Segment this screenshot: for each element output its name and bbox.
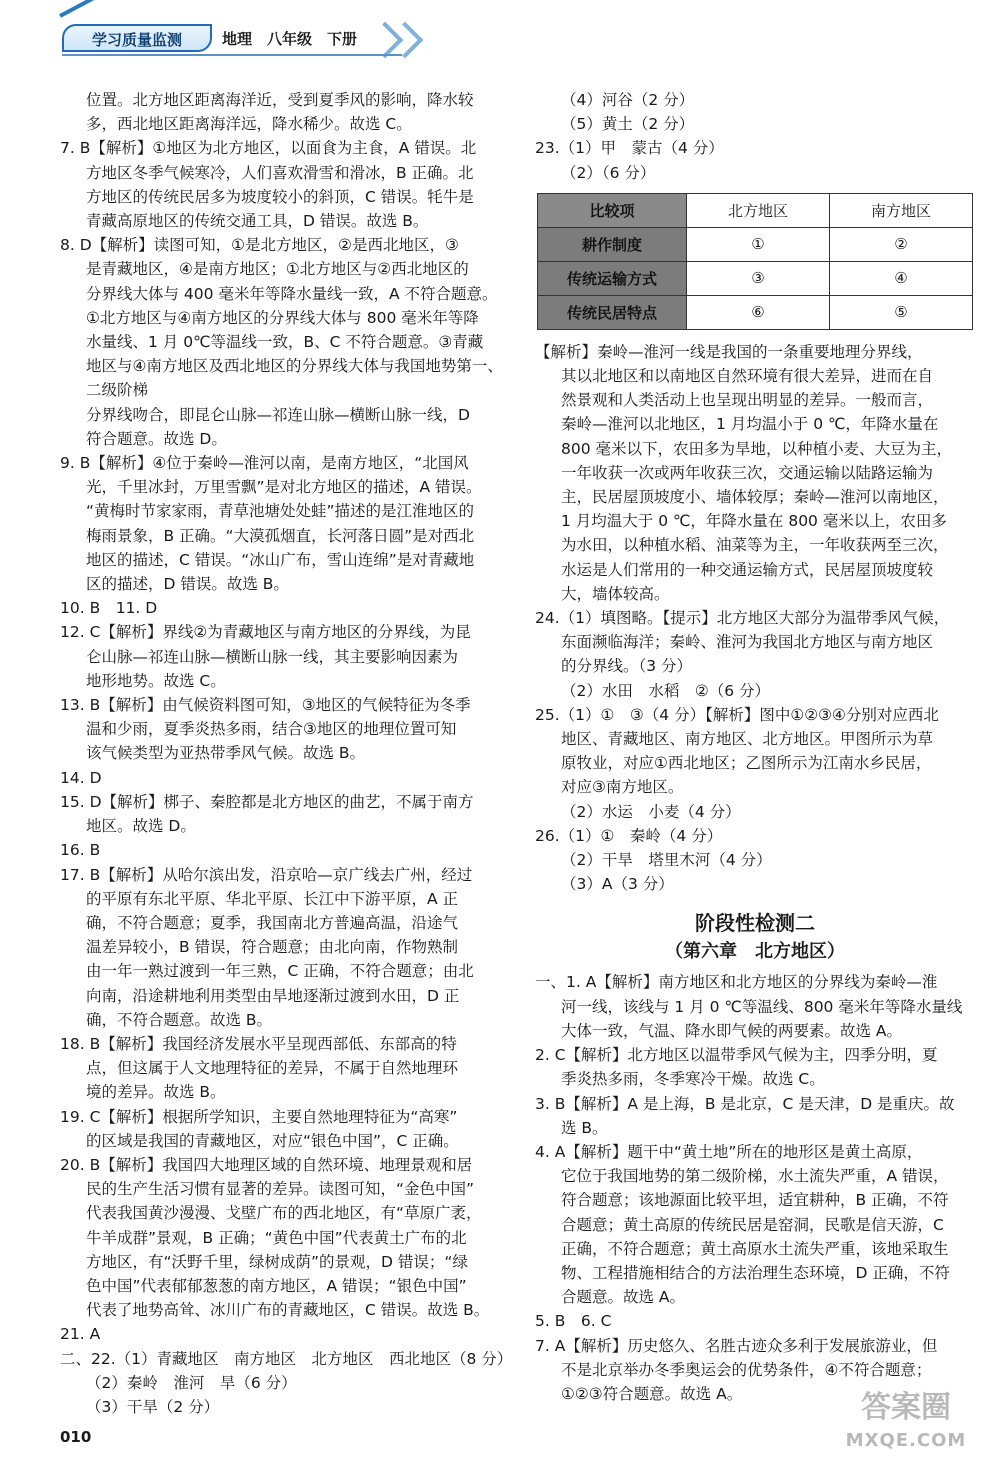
text-line: 梅雨景象，B 正确。“大漠孤烟直，长河落日圆”是对西北: [86, 526, 475, 545]
section-answers: [535, 970, 975, 1406]
text-line: 方地区冬季气候寒冷，人们喜欢滑雪和滑冰，B 正确。北: [86, 163, 474, 182]
text-line: 3. B【解析】A 是上海，B 是北京，C 是天津，D 是重庆。故: [535, 1094, 955, 1113]
table-row: [538, 261, 973, 295]
text-line: 确，不符合题意。故选 B。: [86, 1010, 273, 1029]
table-header-cell: 比较项: [538, 193, 687, 227]
table-cell: 传统民居特点: [538, 295, 687, 329]
text-line: 合题意。故选 A。: [561, 1288, 686, 1307]
watermark-logo: [826, 1388, 986, 1468]
text-line: 温和少雨，夏季炎热多雨，结合③地区的地理位置可知: [86, 720, 457, 739]
left-column: [60, 88, 513, 1419]
text-line: 不是北京举办冬季奥运会的优势条件，④不符合题意；: [561, 1360, 932, 1379]
text-line: 分界线大体与 400 毫米年等降水量线一致，A 不符合题意。: [86, 284, 498, 303]
table-row: [538, 227, 973, 261]
text-line: 8. D【解析】读图可知，①是北方地区，②是西北地区，③: [60, 236, 459, 255]
text-line: 民的生产生活习惯有显著的差异。读图可知，“金色中国”: [86, 1180, 475, 1199]
text-line: 该气候类型为亚热带季风气候。故选 B。: [86, 744, 366, 763]
text-line: （2）水运 小麦（4 分）: [561, 802, 741, 821]
text-line: 的平原有东北平原、华北平原、长江中下游平原，A 正: [86, 889, 459, 908]
text-line: （2）干旱 塔里木河（4 分）: [561, 851, 772, 870]
text-line: 21. A: [60, 1325, 101, 1344]
text-line: 是青藏地区，④是南方地区；①北方地区与②西北地区的: [86, 260, 469, 279]
text-line: 代表我国黄沙漫漫、戈壁广布的西北地区，有“草原广袤，: [86, 1204, 482, 1223]
text-line: 青藏高原地区的传统交通工具，D 错误。故选 B。: [86, 212, 429, 231]
text-line: 河一线，该线与 1 月 0 ℃等温线、800 毫米年等降水量线: [561, 997, 963, 1016]
table-header-cell: 南方地区: [830, 193, 973, 227]
text-line: 5. B 6. C: [535, 1312, 612, 1331]
text-line: 9. B【解析】④位于秦岭—淮河以南，是南方地区，“北国风: [60, 454, 469, 473]
table-cell: ④: [830, 261, 973, 295]
table-cell: ②: [830, 227, 973, 261]
text-line: 14. D: [60, 768, 102, 787]
text-line: 12. C【解析】界线②为青藏地区与南方地区的分界线，为昆: [60, 623, 471, 642]
text-line: 确，不符合题意；夏季，我国南北方普遍高温，沿途气: [86, 913, 459, 932]
text-line: 1 月均温大于 0 ℃，年降水量在 800 毫米以上，农田多: [561, 512, 947, 531]
text-line: 【解析】秦岭—淮河一线是我国的一条重要地理分界线，: [535, 342, 923, 361]
text-line: 13. B【解析】由气候资料图可知，③地区的气候特征为冬季: [60, 696, 471, 715]
text-line: 23.（1）甲 蒙古（4 分）: [535, 139, 724, 158]
watermark-url: MXQE.COM: [845, 1430, 967, 1451]
text-line: 由一年一熟过渡到一年三熟，C 正确，不符合题意；由北: [86, 962, 474, 981]
text-line: 区的描述，D 错误。故选 B。: [86, 575, 289, 594]
pen-icon: [59, 0, 132, 18]
text-line: （2）水田 水稻 ②（6 分）: [561, 681, 771, 700]
text-line: （2）（6 分）: [561, 163, 656, 182]
text-line: 合题意；黄土高原的传统民居是窑洞，民歌是信天游，C: [561, 1215, 944, 1234]
answers-23-26: [535, 340, 975, 897]
text-line: 26.（1）① 秦岭（4 分）: [535, 826, 723, 845]
text-line: 物、工程措施相结合的方法治理生态环境，D 正确，不符: [561, 1263, 950, 1282]
text-line: 对应③南方地区。: [561, 778, 684, 797]
text-line: 4. A【解析】题干中“黄土地”所在的地形区是黄土高原，: [535, 1142, 923, 1161]
text-line: 东面濒临海洋；秦岭、淮河为我国北方地区与南方地区: [561, 633, 934, 652]
text-line: 地区的描述，C 错误。“冰山广布，雪山连绵”是对青藏地: [86, 550, 475, 569]
text-line: 20. B【解析】我国四大地理区域的自然环境、地理景观和居: [60, 1155, 473, 1174]
text-line: 正确，不符合题意；黄土高原水土流失严重，该地采取生: [561, 1239, 949, 1258]
text-line: 原牧业，对应①西北地区；乙图所示为江南水乡民居，: [561, 754, 932, 773]
text-line: 2. C【解析】北方地区以温带季风气候为主，四季分明，夏: [535, 1046, 938, 1065]
text-line: 17. B【解析】从哈尔滨出发，沿京哈—京广线去广州，经过: [60, 865, 473, 884]
text-line: 牛羊成群”景观，B 正确；“黄色中国”代表黄土广布的北: [86, 1228, 467, 1247]
table-cell: 传统运输方式: [538, 261, 687, 295]
text-line: 点，但这属于人文地理特征的差异，不属于自然地理环: [86, 1059, 459, 1078]
text-line: 它位于我国地势的第二级阶梯，水土流失严重，A 错误，: [561, 1167, 949, 1186]
comparison-table: [537, 193, 973, 330]
text-line: 选 B。: [561, 1118, 608, 1137]
text-line: 水运是人们常用的一种交通运输方式，民居屋顶坡度较: [561, 560, 934, 579]
text-line: 多，西北地区距离海洋远，降水稀少。故选 C。: [86, 115, 412, 134]
text-line: 位置。北方地区距离海洋近，受到夏季风的影响，降水较: [86, 91, 474, 109]
right-column: [535, 88, 975, 1406]
text-line: 一、1. A【解析】南方地区和北方地区的分界线为秦岭—淮: [535, 973, 938, 992]
text-line: 温差异较小，B 错误，符合题意；由北向南，作物熟制: [86, 938, 459, 957]
text-line: 光，千里冰封，万里雪飘”是对北方地区的描述，A 错误。: [86, 478, 482, 497]
text-line: （2）秦岭 淮河 旱（6 分）: [86, 1373, 297, 1392]
text-line: 分界线吻合，即昆仑山脉—祁连山脉—横断山脉一线，D: [86, 405, 470, 424]
text-line: 方地区，有“沃野千里，绿树成荫”的景观，D 错误；“绿: [86, 1252, 468, 1271]
text-line: 季炎热多雨，冬季寒冷干燥。故选 C。: [561, 1070, 825, 1089]
section-subtitle: （第六章 北方地区）: [665, 941, 845, 963]
table-cell: ①: [687, 227, 830, 261]
watermark-text: 答案圈: [861, 1390, 951, 1425]
text-line: 地区、青藏地区、南方地区、北方地区。甲图所示为草: [561, 730, 934, 749]
text-line: 19. C【解析】根据所学知识，主要自然地理特征为“高寒”: [60, 1107, 458, 1126]
header-rule: [62, 54, 402, 56]
text-line: 7. A【解析】历史悠久、名胜古迹众多利于发展旅游业，但: [535, 1336, 938, 1355]
page-number: 010: [60, 1428, 92, 1446]
text-line: ①北方地区与④南方地区的分界线大体与 800 毫米年等降: [86, 308, 479, 327]
series-brand: 学习质量监测: [62, 24, 212, 52]
text-line: 7. B【解析】①地区为北方地区，以面食为主食，A 错误。北: [60, 139, 477, 158]
text-line: 秦岭—淮河以北地区，1 月均温小于 0 ℃，年降水量在: [561, 415, 939, 434]
text-line: 其以北地区和以南地区自然环境有很大差异，进而在自: [561, 367, 934, 386]
text-line: 大体一致，气温、降水即气候的两要素。故选 A。: [561, 1021, 903, 1040]
text-line: 一年收获一次或两年收获三次，交通运输以陆路运输为: [561, 463, 934, 482]
text-line: （5）黄土（2 分）: [561, 115, 695, 134]
subject-title: 地理 八年级 下册: [222, 30, 358, 48]
text-line: 方地区的传统民居多为坡度较小的斜顶，C 错误。牦牛是: [86, 187, 474, 206]
page-header: [0, 0, 1000, 62]
text-line: 地区。故选 D。: [86, 817, 196, 836]
text-line: 25.（1）① ③（4 分）【解析】图中①②③④分别对应西北: [535, 705, 939, 724]
text-line: 然景观和人类活动上也呈现出明显的差异。一般而言，: [561, 391, 934, 410]
answers-continued: [535, 88, 975, 185]
text-line: 水量线、1 月 0℃等温线一致，B、C 不符合题意。③青藏: [86, 333, 484, 352]
text-line: 二、22.（1）青藏地区 南方地区 北方地区 西北地区（8 分）: [60, 1349, 513, 1368]
text-line: 15. D【解析】梆子、秦腔都是北方地区的曲艺，不属于南方: [60, 792, 474, 811]
text-line: 代表了地势高耸、冰川广布的青藏地区，C 错误。故选 B。: [86, 1301, 490, 1320]
text-line: 地形地势。故选 C。: [86, 671, 226, 690]
text-line: 境的差异。故选 B。: [86, 1083, 226, 1102]
text-line: 16. B: [60, 841, 101, 860]
text-line: 仑山脉—祁连山脉—横断山脉一线，其主要影响因素为: [86, 647, 459, 666]
text-line: 10. B 11. D: [60, 599, 158, 618]
table-cell: ③: [687, 261, 830, 295]
text-line: 的区域是我国的青藏地区，对应“银色中国”，C 正确。: [86, 1131, 459, 1150]
text-line: 主，民居屋顶坡度小、墙体较厚；秦岭—淮河以南地区，: [561, 488, 949, 507]
table-cell: ⑥: [687, 295, 830, 329]
text-line: 符合题意。故选 D。: [86, 429, 227, 448]
text-line: “黄梅时节家家雨，青草池塘处处蛙”描述的是江淮地区的: [86, 502, 475, 521]
text-line: ①②③符合题意。故选 A。: [561, 1384, 743, 1403]
text-line: 向南，沿途耕地利用类型由旱地逐渐过渡到水田，D 正: [86, 986, 460, 1005]
table-cell: ⑤: [830, 295, 973, 329]
text-line: 为水田，以种植水稻、油菜等为主，一年收获两至三次，: [561, 536, 949, 555]
text-line: （3）A（3 分）: [561, 875, 674, 894]
text-line: 地区与④南方地区及西北地区的分界线大体与我国地势第一、二级阶梯: [86, 357, 503, 400]
text-line: 的分界线。（3 分）: [561, 657, 693, 676]
table-header-cell: 北方地区: [687, 193, 830, 227]
text-line: 大，墙体较高。: [561, 584, 670, 603]
text-line: （4）河谷（2 分）: [561, 91, 695, 109]
text-line: 符合题意；该地源面比较平坦，适宜耕种，B 正确，不符: [561, 1191, 949, 1210]
text-line: 18. B【解析】我国经济发展水平呈现西部低、东部高的特: [60, 1034, 457, 1053]
table-row: [538, 295, 973, 329]
text-line: （3）干旱（2 分）: [86, 1397, 220, 1416]
section-title: 阶段性检测二: [695, 911, 815, 936]
table-cell: 耕作制度: [538, 227, 687, 261]
chevron-right-icon: [387, 22, 424, 59]
text-line: 24.（1）填图略。【提示】北方地区大部分为温带季风气候，: [535, 609, 950, 628]
text-line: 色中国”代表郁郁葱葱的南方地区，A 错误；“银色中国”: [86, 1276, 467, 1295]
text-line: 800 毫米以下，农田多为旱地，以种植小麦、大豆为主，: [561, 439, 953, 458]
